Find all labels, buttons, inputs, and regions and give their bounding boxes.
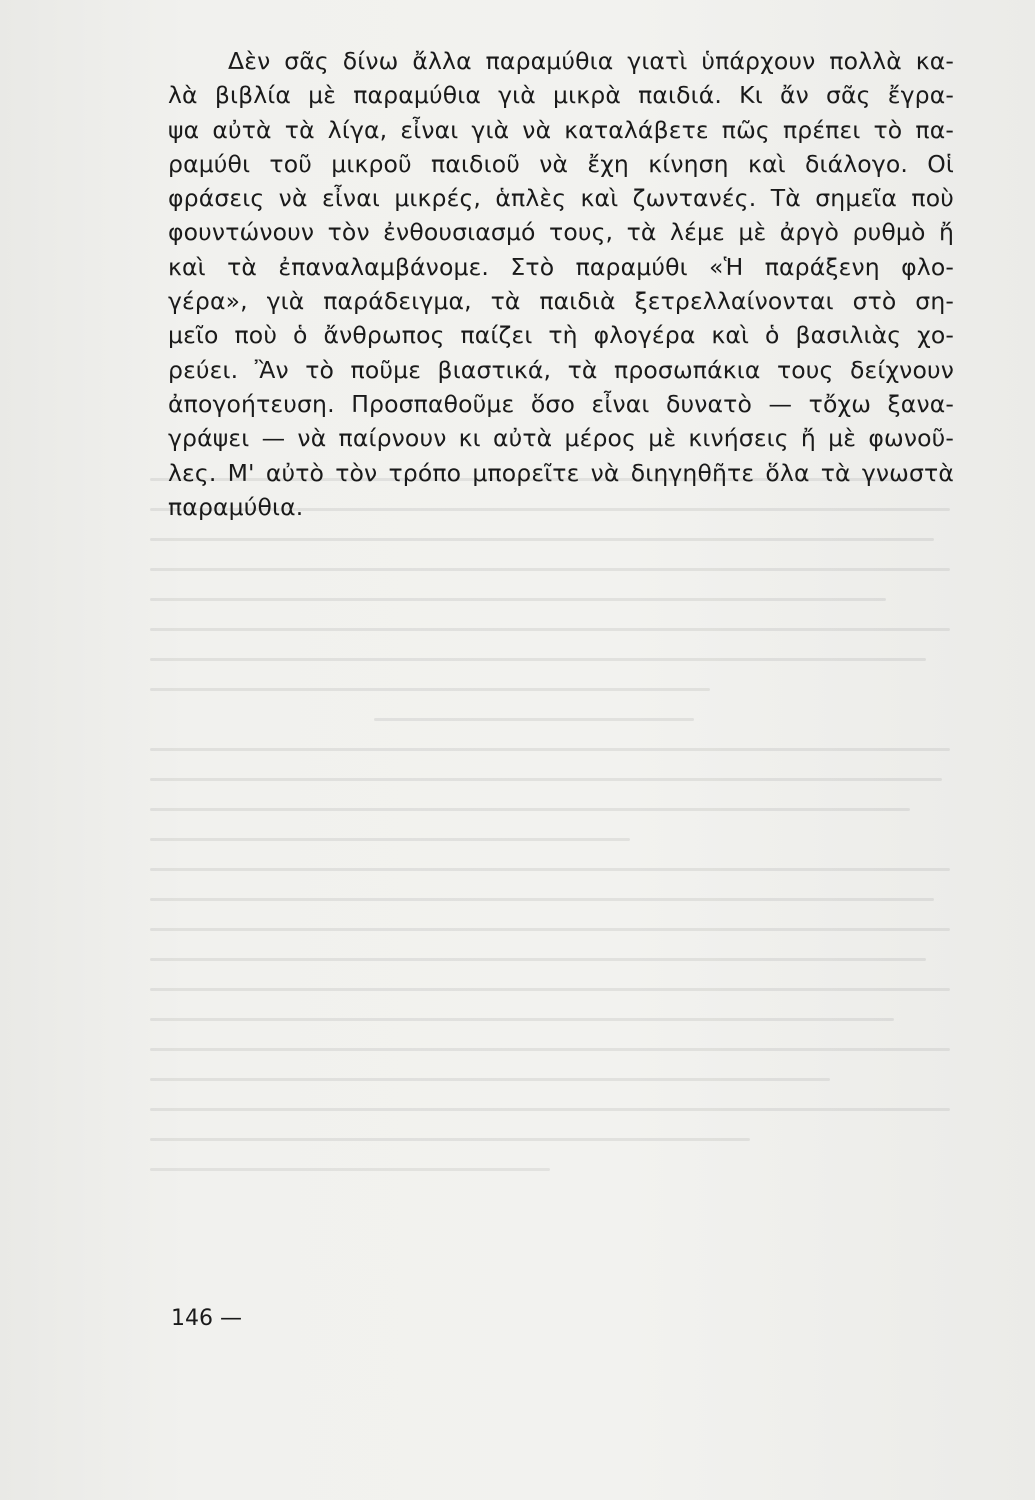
text-line: ψα αὐτὰ τὰ λίγα, εἶναι γιὰ νὰ καταλάβετε πῶς πρέπει τὸ πα- [168, 115, 954, 144]
text-line: ραμύθι τοῦ μικροῦ παιδιοῦ νὰ ἔχη κίνηση καὶ διάλογο. Οἱ [168, 149, 954, 178]
text-line: γράψει — νὰ παίρνουν κι αὐτὰ μέρος μὲ κινήσεις ἤ μὲ φωνοῦ- [168, 424, 954, 453]
page-number: 146 — [171, 1306, 242, 1331]
text-line: καὶ τὰ ἐπαναλαμβάνομε. Στὸ παραμύθι «Ἡ παράξενη φλο- [168, 252, 954, 281]
text-line: φουντώνουν τὸν ἐνθουσιασμό τους, τὰ λέμε μὲ ἀργὸ ρυθμὸ ἤ [168, 218, 954, 247]
text-line: μεῖο ποὺ ὁ ἄνθρωπος παίζει τὴ φλογέρα καὶ ὁ βασιλιὰς χο- [168, 321, 954, 350]
text-line: Δὲν σᾶς δίνω ἄλλα παραμύθια γιατὶ ὑπάρχουν πολλὰ κα- [228, 47, 954, 75]
text-line: φράσεις νὰ εἶναι μικρές, ἁπλὲς καὶ ζωντανές. Τὰ σημεῖα ποὺ [168, 184, 954, 213]
text-line: λὰ βιβλία μὲ παραμύθια γιὰ μικρὰ παιδιά. Κι ἄν σᾶς ἔγρα- [168, 81, 954, 110]
text-line: γέρα», γιὰ παράδειγμα, τὰ παιδιὰ ξετρελλαίνονται στὸ ση- [168, 287, 954, 316]
body-paragraph [168, 44, 954, 524]
text-line: λες. Μ' αὐτὸ τὸν τρόπο μπορεῖτε νὰ διηγηθῆτε ὅλα τὰ γνωστὰ [168, 458, 954, 487]
show-through-texture [150, 478, 950, 1278]
text-line: ρεύει. Ἂν τὸ ποῦμε βιαστικά, τὰ προσωπάκια τους δείχνουν [168, 355, 954, 384]
text-line: ἀπογοήτευση. Προσπαθοῦμε ὅσο εἶναι δυνατὸ — τὄχω ξανα- [168, 389, 954, 418]
text-line: παραμύθια. [168, 492, 304, 521]
